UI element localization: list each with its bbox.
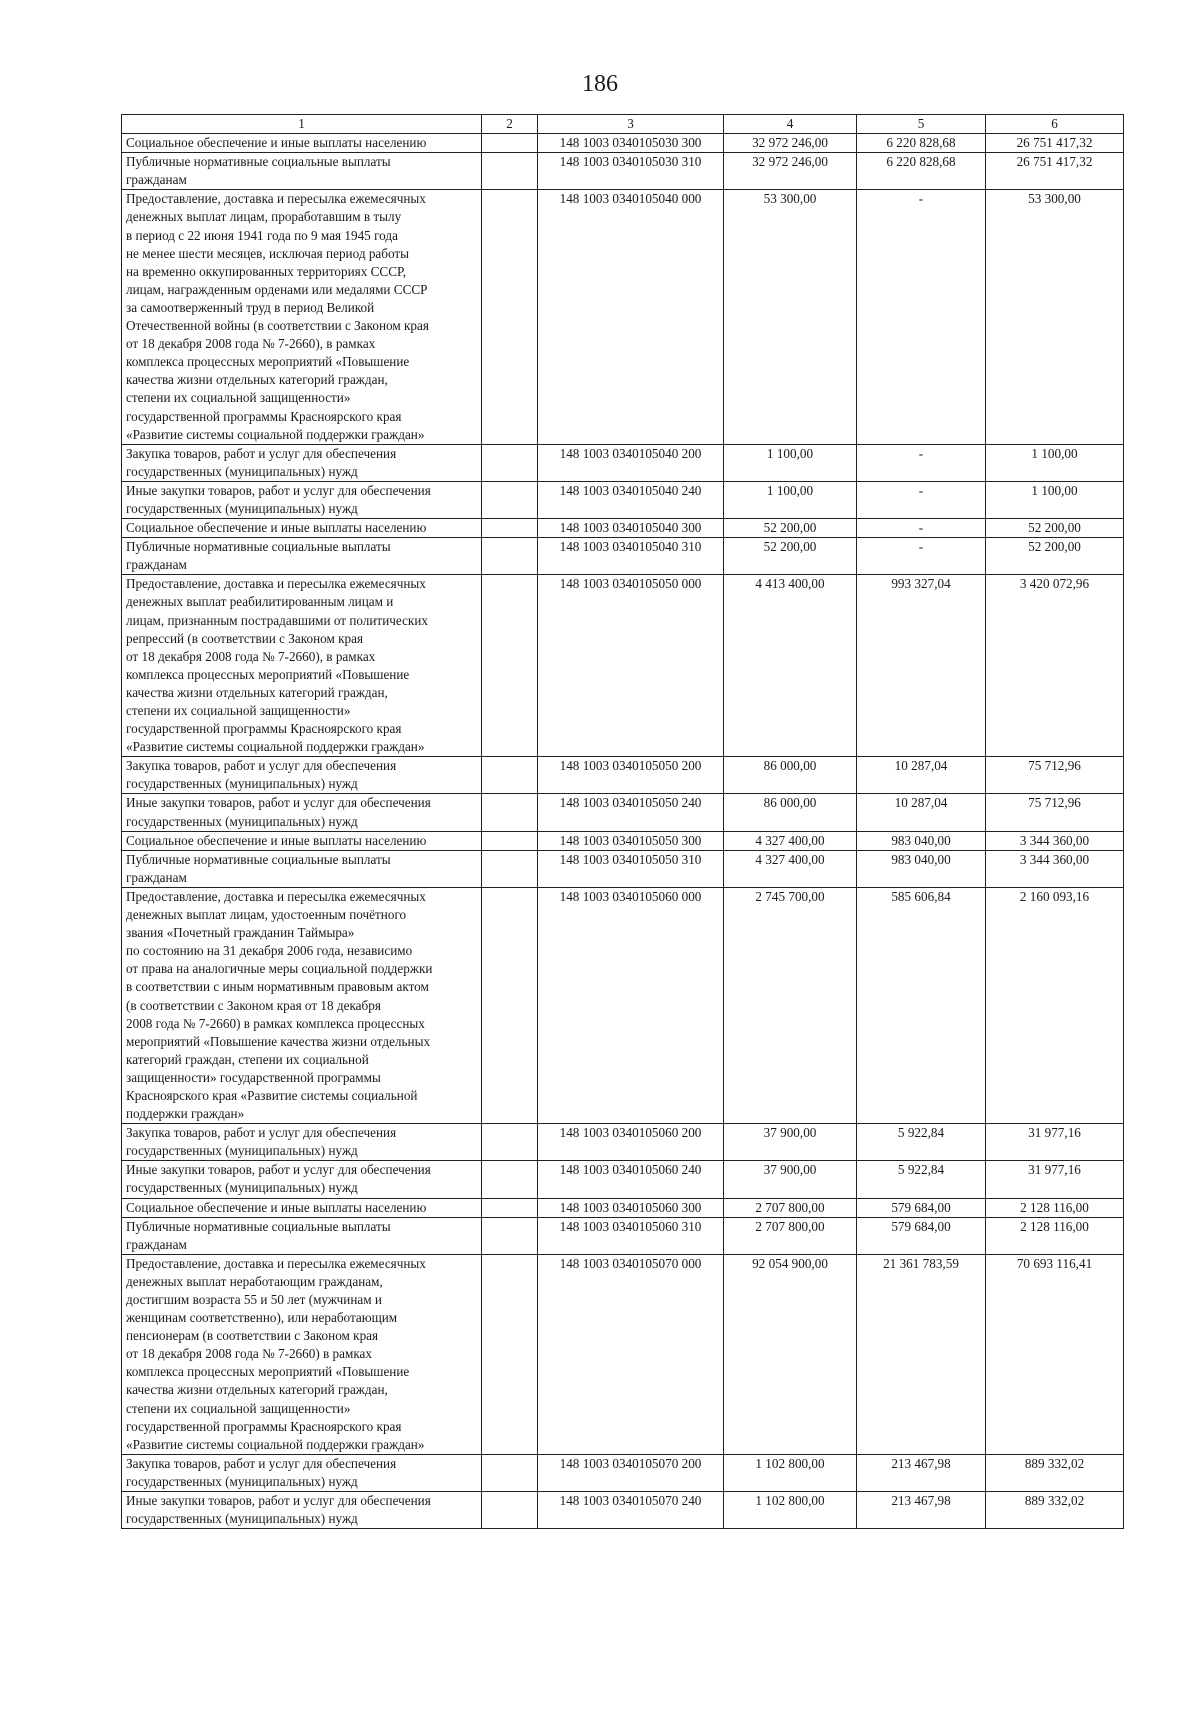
row-col5-cell: 21 361 783,59 <box>857 1254 986 1454</box>
row-col6-cell: 3 344 360,00 <box>986 850 1124 887</box>
row-name-cell: Закупка товаров, работ и услуг для обеспечения государственных (муниципальных) нужд <box>122 757 482 794</box>
row-code-cell: 148 1003 0340105050 000 <box>538 575 724 757</box>
row-col5-cell: 213 467,98 <box>857 1454 986 1491</box>
row-code-cell: 148 1003 0340105040 000 <box>538 190 724 444</box>
row-col5-cell: 579 684,00 <box>857 1198 986 1217</box>
row-col4-cell: 37 900,00 <box>724 1124 857 1161</box>
row-name-cell: Публичные нормативные социальные выплаты гражданам <box>122 153 482 190</box>
column-number-6: 6 <box>986 115 1124 134</box>
row-code-cell: 148 1003 0340105050 300 <box>538 831 724 850</box>
row-code-cell: 148 1003 0340105030 310 <box>538 153 724 190</box>
row-col2-cell <box>482 887 538 1123</box>
row-name-cell: Социальное обеспечение и иные выплаты населению <box>122 519 482 538</box>
row-col4-cell: 52 200,00 <box>724 519 857 538</box>
row-col2-cell <box>482 1254 538 1454</box>
row-col5-cell: - <box>857 444 986 481</box>
table-row <box>122 1124 1124 1161</box>
row-col5-cell: - <box>857 190 986 444</box>
row-col6-cell: 3 420 072,96 <box>986 575 1124 757</box>
row-col5-cell: 10 287,04 <box>857 794 986 831</box>
table-row <box>122 1161 1124 1198</box>
row-col4-cell: 52 200,00 <box>724 538 857 575</box>
row-code-cell: 148 1003 0340105070 240 <box>538 1492 724 1529</box>
row-code-cell: 148 1003 0340105070 200 <box>538 1454 724 1491</box>
table-row <box>122 1198 1124 1217</box>
row-col2-cell <box>482 1217 538 1254</box>
row-col4-cell: 37 900,00 <box>724 1161 857 1198</box>
row-col4-cell: 1 100,00 <box>724 481 857 518</box>
row-col2-cell <box>482 1454 538 1491</box>
row-col6-cell: 52 200,00 <box>986 538 1124 575</box>
row-col5-cell: - <box>857 481 986 518</box>
table-row <box>122 444 1124 481</box>
row-col2-cell <box>482 1161 538 1198</box>
row-col4-cell: 1 102 800,00 <box>724 1492 857 1529</box>
row-name-cell: Закупка товаров, работ и услуг для обеспечения государственных (муниципальных) нужд <box>122 444 482 481</box>
row-code-cell: 148 1003 0340105050 240 <box>538 794 724 831</box>
row-col4-cell: 4 327 400,00 <box>724 850 857 887</box>
row-col6-cell: 70 693 116,41 <box>986 1254 1124 1454</box>
row-name-cell: Публичные нормативные социальные выплаты гражданам <box>122 538 482 575</box>
row-col4-cell: 86 000,00 <box>724 794 857 831</box>
table-row <box>122 831 1124 850</box>
table-row <box>122 1217 1124 1254</box>
row-name-cell: Социальное обеспечение и иные выплаты населению <box>122 831 482 850</box>
budget-table <box>121 114 1124 1529</box>
row-code-cell: 148 1003 0340105060 310 <box>538 1217 724 1254</box>
row-col4-cell: 32 972 246,00 <box>724 153 857 190</box>
row-col6-cell: 53 300,00 <box>986 190 1124 444</box>
row-col6-cell: 26 751 417,32 <box>986 153 1124 190</box>
table-row <box>122 1492 1124 1529</box>
row-name-cell: Закупка товаров, работ и услуг для обеспечения государственных (муниципальных) нужд <box>122 1454 482 1491</box>
table-row <box>122 575 1124 757</box>
row-col2-cell <box>482 757 538 794</box>
row-col4-cell: 92 054 900,00 <box>724 1254 857 1454</box>
row-col5-cell: 993 327,04 <box>857 575 986 757</box>
row-col2-cell <box>482 444 538 481</box>
row-col6-cell: 31 977,16 <box>986 1161 1124 1198</box>
row-col2-cell <box>482 1492 538 1529</box>
row-name-cell: Закупка товаров, работ и услуг для обеспечения государственных (муниципальных) нужд <box>122 1124 482 1161</box>
row-col2-cell <box>482 538 538 575</box>
row-name-cell: Публичные нормативные социальные выплаты гражданам <box>122 1217 482 1254</box>
row-col2-cell <box>482 153 538 190</box>
row-col6-cell: 889 332,02 <box>986 1492 1124 1529</box>
row-col6-cell: 2 128 116,00 <box>986 1198 1124 1217</box>
table-row <box>122 850 1124 887</box>
row-code-cell: 148 1003 0340105060 000 <box>538 887 724 1123</box>
row-col2-cell <box>482 850 538 887</box>
table-row <box>122 757 1124 794</box>
row-code-cell: 148 1003 0340105060 300 <box>538 1198 724 1217</box>
row-code-cell: 148 1003 0340105050 310 <box>538 850 724 887</box>
row-col6-cell: 26 751 417,32 <box>986 134 1124 153</box>
row-col5-cell: - <box>857 519 986 538</box>
row-col2-cell <box>482 1124 538 1161</box>
table-row <box>122 153 1124 190</box>
row-col5-cell: 5 922,84 <box>857 1124 986 1161</box>
table-row <box>122 887 1124 1123</box>
row-col4-cell: 4 413 400,00 <box>724 575 857 757</box>
row-col6-cell: 75 712,96 <box>986 757 1124 794</box>
table-row <box>122 190 1124 444</box>
row-code-cell: 148 1003 0340105060 200 <box>538 1124 724 1161</box>
row-col2-cell <box>482 481 538 518</box>
row-name-cell: Социальное обеспечение и иные выплаты населению <box>122 134 482 153</box>
row-col4-cell: 2 707 800,00 <box>724 1217 857 1254</box>
row-name-cell: Предоставление, доставка и пересылка ежемесячных денежных выплат лицам, удостоенным почётного звания «Почетный гражданин Таймыра» по состоянию на 31 декабря 2006 года, независимо от права на аналогичные меры социальной поддержки в соответствии с иным нормативным правовым актом (в соответствии с Законом края от 18 декабря 2008 года № 7-2660) в рамках комплекса процессных мероприятий «Повышение качества жизни отдельных категорий граждан, степени их социальной защищенности» государственной программы Красноярского края «Развитие системы социальной поддержки граждан» <box>122 887 482 1123</box>
row-code-cell: 148 1003 0340105040 310 <box>538 538 724 575</box>
row-code-cell: 148 1003 0340105030 300 <box>538 134 724 153</box>
row-col5-cell: 10 287,04 <box>857 757 986 794</box>
table-row <box>122 134 1124 153</box>
row-name-cell: Публичные нормативные социальные выплаты гражданам <box>122 850 482 887</box>
row-col6-cell: 2 128 116,00 <box>986 1217 1124 1254</box>
table-row <box>122 794 1124 831</box>
row-name-cell: Предоставление, доставка и пересылка ежемесячных денежных выплат реабилитированным лицам и лицам, признанным пострадавшими от политических репрессий (в соответствии с Законом края от 18 декабря 2008 года № 7-2660), в рамках комплекса процессных мероприятий «Повышение качества жизни отдельных категорий граждан, степени их социальной защищенности» государственной программы Красноярского края «Развитие системы социальной поддержки граждан» <box>122 575 482 757</box>
row-col6-cell: 1 100,00 <box>986 481 1124 518</box>
table-row <box>122 538 1124 575</box>
row-col5-cell: 983 040,00 <box>857 831 986 850</box>
row-col5-cell: 5 922,84 <box>857 1161 986 1198</box>
row-col4-cell: 4 327 400,00 <box>724 831 857 850</box>
table-row <box>122 481 1124 518</box>
row-col5-cell: 213 467,98 <box>857 1492 986 1529</box>
table-row <box>122 519 1124 538</box>
row-name-cell: Социальное обеспечение и иные выплаты населению <box>122 1198 482 1217</box>
row-col4-cell: 1 102 800,00 <box>724 1454 857 1491</box>
column-number-4: 4 <box>724 115 857 134</box>
column-number-5: 5 <box>857 115 986 134</box>
row-col6-cell: 3 344 360,00 <box>986 831 1124 850</box>
row-name-cell: Предоставление, доставка и пересылка ежемесячных денежных выплат неработающим гражданам, достигшим возраста 55 и 50 лет (мужчинам и женщинам соответственно), или неработающим пенсионерам (в соответствии с Законом края от 18 декабря 2008 года № 7-2660) в рамках комплекса процессных мероприятий «Повышение качества жизни отдельных категорий граждан, степени их социальной защищенности» государственной программы Красноярского края «Развитие системы социальной поддержки граждан» <box>122 1254 482 1454</box>
row-col5-cell: 983 040,00 <box>857 850 986 887</box>
row-code-cell: 148 1003 0340105050 200 <box>538 757 724 794</box>
row-col4-cell: 32 972 246,00 <box>724 134 857 153</box>
row-col5-cell: 6 220 828,68 <box>857 134 986 153</box>
row-name-cell: Иные закупки товаров, работ и услуг для обеспечения государственных (муниципальных) нужд <box>122 1161 482 1198</box>
row-col4-cell: 2 707 800,00 <box>724 1198 857 1217</box>
row-code-cell: 148 1003 0340105070 000 <box>538 1254 724 1454</box>
row-name-cell: Иные закупки товаров, работ и услуг для обеспечения государственных (муниципальных) нужд <box>122 1492 482 1529</box>
row-col5-cell: - <box>857 538 986 575</box>
row-col5-cell: 585 606,84 <box>857 887 986 1123</box>
table-row <box>122 1254 1124 1454</box>
column-number-2: 2 <box>482 115 538 134</box>
row-code-cell: 148 1003 0340105040 200 <box>538 444 724 481</box>
row-col4-cell: 53 300,00 <box>724 190 857 444</box>
row-col2-cell <box>482 134 538 153</box>
row-col4-cell: 1 100,00 <box>724 444 857 481</box>
page-number: 186 <box>582 71 618 97</box>
row-col5-cell: 579 684,00 <box>857 1217 986 1254</box>
column-number-row <box>122 115 1124 134</box>
row-col6-cell: 31 977,16 <box>986 1124 1124 1161</box>
row-col2-cell <box>482 1198 538 1217</box>
row-col4-cell: 86 000,00 <box>724 757 857 794</box>
row-col2-cell <box>482 794 538 831</box>
row-col5-cell: 6 220 828,68 <box>857 153 986 190</box>
row-col6-cell: 1 100,00 <box>986 444 1124 481</box>
row-name-cell: Иные закупки товаров, работ и услуг для обеспечения государственных (муниципальных) нужд <box>122 794 482 831</box>
row-col2-cell <box>482 831 538 850</box>
row-col6-cell: 52 200,00 <box>986 519 1124 538</box>
row-col6-cell: 2 160 093,16 <box>986 887 1124 1123</box>
row-name-cell: Предоставление, доставка и пересылка ежемесячных денежных выплат лицам, проработавшим в тылу в период с 22 июня 1941 года по 9 мая 1945 года не менее шести месяцев, исключая период работы на временно оккупированных территориях СССР, лицам, награжденным орденами или медалями СССР за самоотверженный труд в период Великой Отечественной войны (в соответствии с Законом края от 18 декабря 2008 года № 7-2660), в рамках комплекса процессных мероприятий «Повышение качества жизни отдельных категорий граждан, степени их социальной защищенности» государственной программы Красноярского края «Развитие системы социальной поддержки граждан» <box>122 190 482 444</box>
row-col2-cell <box>482 575 538 757</box>
row-col4-cell: 2 745 700,00 <box>724 887 857 1123</box>
row-code-cell: 148 1003 0340105040 300 <box>538 519 724 538</box>
row-col6-cell: 889 332,02 <box>986 1454 1124 1491</box>
row-code-cell: 148 1003 0340105040 240 <box>538 481 724 518</box>
row-name-cell: Иные закупки товаров, работ и услуг для обеспечения государственных (муниципальных) нужд <box>122 481 482 518</box>
column-number-1: 1 <box>122 115 482 134</box>
column-number-3: 3 <box>538 115 724 134</box>
row-col2-cell <box>482 190 538 444</box>
row-code-cell: 148 1003 0340105060 240 <box>538 1161 724 1198</box>
row-col6-cell: 75 712,96 <box>986 794 1124 831</box>
row-col2-cell <box>482 519 538 538</box>
table-row <box>122 1454 1124 1491</box>
